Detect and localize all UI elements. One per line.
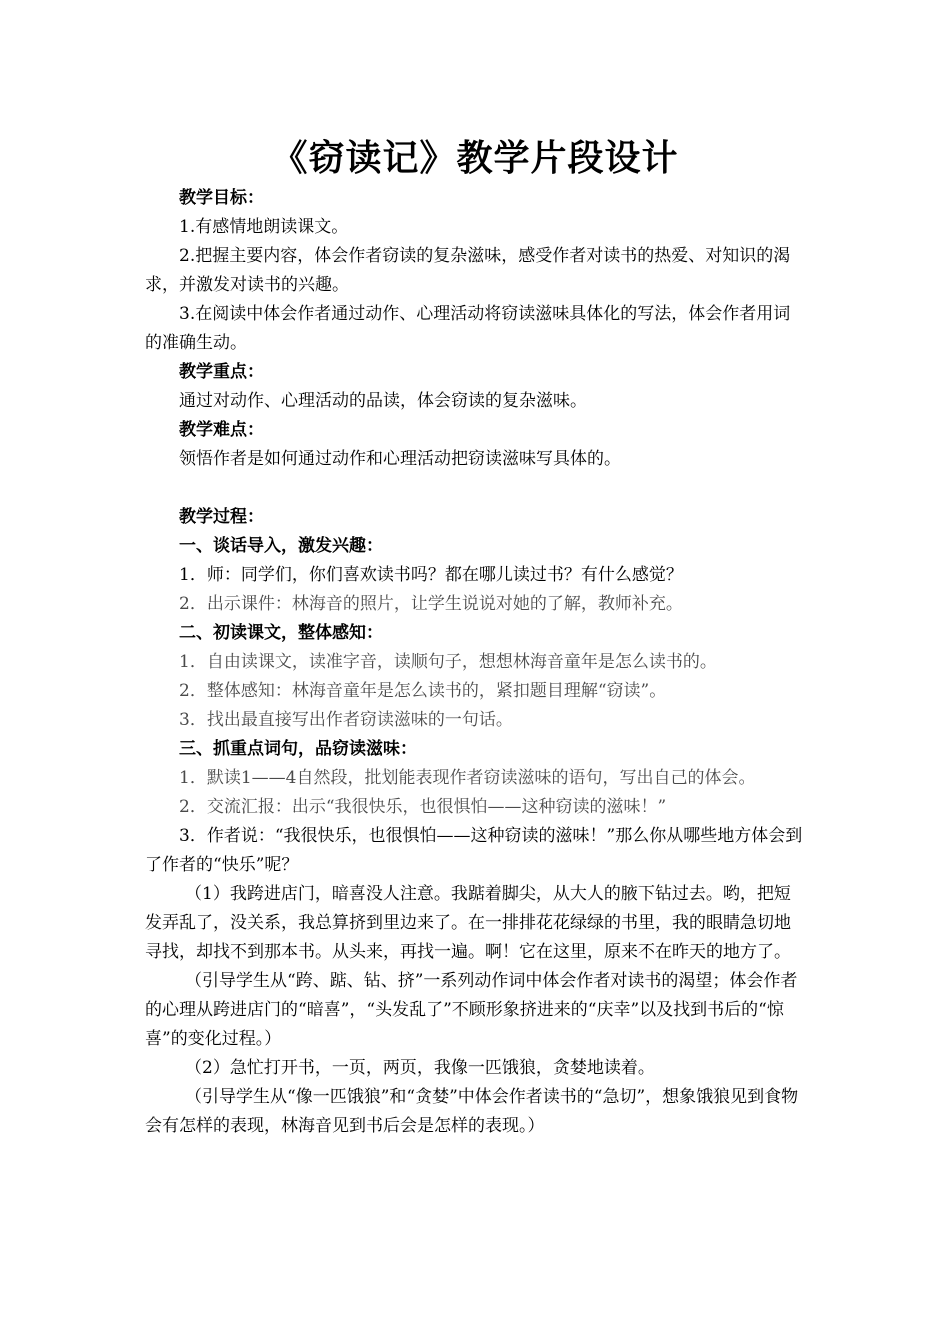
section3-item: 1．默读1——4自然段，批划能表现作者窃读滋味的语句，写出自己的体会。 — [179, 768, 756, 788]
section3-item: 3．作者说：“我很快乐，也很惧怕——这种窃读的滋味！”那么你从哪些地方体会到了作者的“快乐”呢？ — [145, 826, 803, 875]
section2-item: 1．自由读课文，读准字音，读顺句子，想想林海音童年是怎么读书的。 — [179, 652, 717, 672]
section1-item: 1．师：同学们，你们喜欢读书吗？都在哪儿读过书？有什么感觉？ — [179, 565, 683, 585]
section1-heading: 一、谈话导入，激发兴趣： — [179, 536, 383, 556]
section3-heading: 三、抓重点词句，品窃读滋味： — [179, 739, 417, 759]
section2-heading: 二、初读课文，整体感知： — [179, 623, 383, 643]
goal-item: 1.有感情地朗读课文。 — [179, 217, 349, 237]
key-heading: 教学重点： — [179, 362, 264, 382]
section2-item: 2．整体感知：林海音童年是怎么读书的，紧扣题目理解“窃读”。 — [179, 681, 667, 701]
document-body — [145, 184, 805, 1141]
process-heading: 教学过程： — [179, 507, 264, 527]
blank-line — [145, 474, 805, 503]
section3-quote: （1）我跨进店门，暗喜没人注意。我踮着脚尖，从大人的腋下钻过去。哟，把短发弄乱了，没关系，我总算挤到里边来了。在一排排花花绿绿的书里，我的眼睛急切地寻找，却找不到那本书。从头来，再找一遍。啊！它在这里，原来不在昨天的地方了。 — [145, 884, 791, 962]
goal-item: 3.在阅读中体会作者通过动作、心理活动将窃读滋味具体化的写法，体会作者用词的准确生动。 — [145, 304, 791, 353]
section2-item: 3．找出最直接写出作者窃读滋味的一句话。 — [179, 710, 513, 730]
difficulty-text: 领悟作者是如何通过动作和心理活动把窃读滋味写具体的。 — [179, 449, 621, 469]
section3-item: 2．交流汇报：出示“我很快乐，也很惧怕——这种窃读的滋味！” — [179, 797, 667, 817]
section3-quote: （2）急忙打开书，一页，两页，我像一匹饿狼，贪婪地读着。 — [185, 1058, 655, 1078]
section3-guidance: （引导学生从“像一匹饿狼”和“贪婪”中体会作者读书的“急切”，想象饿狼见到食物会有怎样的表现，林海音见到书后会是怎样的表现。） — [145, 1087, 799, 1136]
key-text: 通过对动作、心理活动的品读，体会窃读的复杂滋味。 — [179, 391, 587, 411]
difficulty-heading: 教学难点： — [179, 420, 264, 440]
goals-heading: 教学目标： — [179, 188, 264, 208]
document-title: 《窃读记》教学片段设计 — [271, 137, 679, 179]
section1-item: 2．出示课件：林海音的照片，让学生说说对她的了解，教师补充。 — [179, 594, 683, 614]
section3-guidance: （引导学生从“跨、踮、钻、挤”一系列动作词中体会作者对读书的渴望；体会作者的心理从跨进店门的“暗喜”，“头发乱了”不顾形象挤进来的“庆幸”以及找到书后的“惊喜”的变化过程。） — [145, 971, 798, 1049]
goal-item: 2.把握主要内容，体会作者窃读的复杂滋味，感受作者对读书的热爱、对知识的渴求，并激发对读书的兴趣。 — [145, 246, 791, 295]
